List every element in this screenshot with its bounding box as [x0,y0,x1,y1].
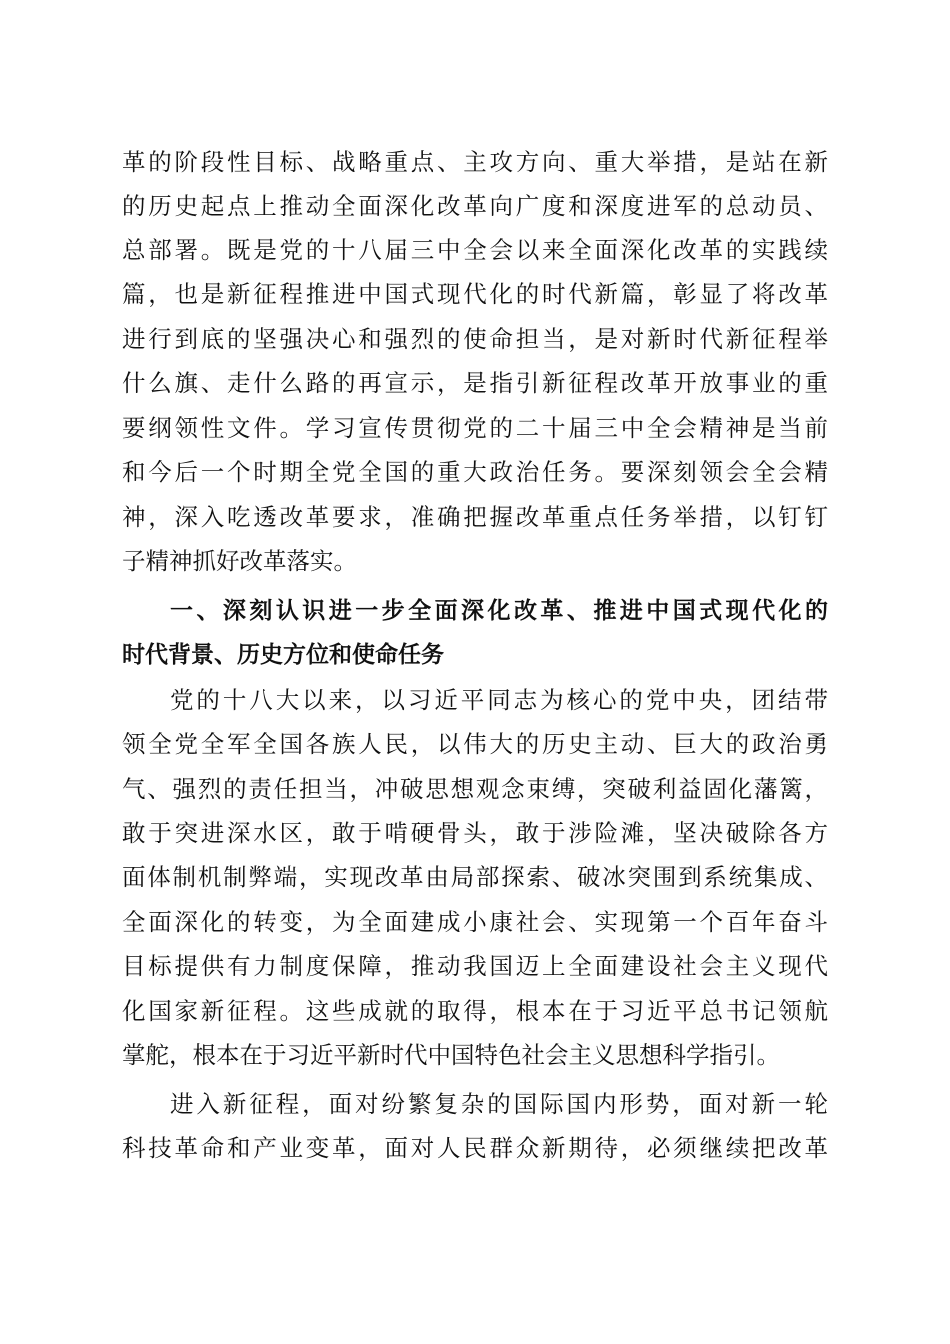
text-line: 要纲领性文件。学习宣传贯彻党的二十届三中全会精神是当前 [122,414,828,442]
text-line: 党的十八大以来，以习近平同志为核心的党中央，团结带 [170,686,828,714]
text-line: 总部署。既是党的十八届三中全会以来全面深化改革的实践续 [122,236,828,264]
text-line: 目标提供有力制度保障，推动我国迈上全面建设社会主义现代 [122,952,828,980]
text-line: 进入新征程，面对纷繁复杂的国际国内形势，面对新一轮 [170,1090,828,1118]
text-line: 的历史起点上推动全面深化改革向广度和深度进军的总动员、 [122,192,828,220]
text-line: 全面深化的转变，为全面建成小康社会、实现第一个百年奋斗 [122,908,828,936]
text-line: 和今后一个时期全党全国的重大政治任务。要深刻领会全会精 [122,458,828,486]
section-heading: 时代背景、历史方位和使命任务 [122,642,444,668]
text-line: 什么旗、走什么路的再宣示，是指引新征程改革开放事业的重 [122,369,828,397]
text-line: 科技革命和产业变革，面对人民群众新期待，必须继续把改革 [122,1134,828,1162]
text-line: 进行到底的坚强决心和强烈的使命担当，是对新时代新征程举 [122,325,828,353]
text-line: 篇，也是新征程推进中国式现代化的时代新篇，彰显了将改革 [122,280,828,308]
text-line: 敢于突进深水区，敢于啃硬骨头，敢于涉险滩，坚决破除各方 [122,819,828,847]
text-line: 领全党全军全国各族人民，以伟大的历史主动、巨大的政治勇 [122,730,828,758]
text-line: 掌舵，根本在于习近平新时代中国特色社会主义思想科学指引。 [122,1041,780,1069]
section-heading: 一、深刻认识进一步全面深化改革、推进中国式现代化的 [170,598,828,624]
text-line: 化国家新征程。这些成就的取得，根本在于习近平总书记领航 [122,997,828,1025]
text-line: 子精神抓好改革落实。 [122,547,357,575]
text-line: 气、强烈的责任担当，冲破思想观念束缚，突破利益固化藩篱， [122,775,828,803]
text-line: 面体制机制弊端，实现改革由局部探索、破冰突围到系统集成、 [122,863,828,891]
text-line: 神，深入吃透改革要求，准确把握改革重点任务举措，以钉钉 [122,503,828,531]
text-line: 革的阶段性目标、战略重点、主攻方向、重大举措，是站在新 [122,148,828,176]
